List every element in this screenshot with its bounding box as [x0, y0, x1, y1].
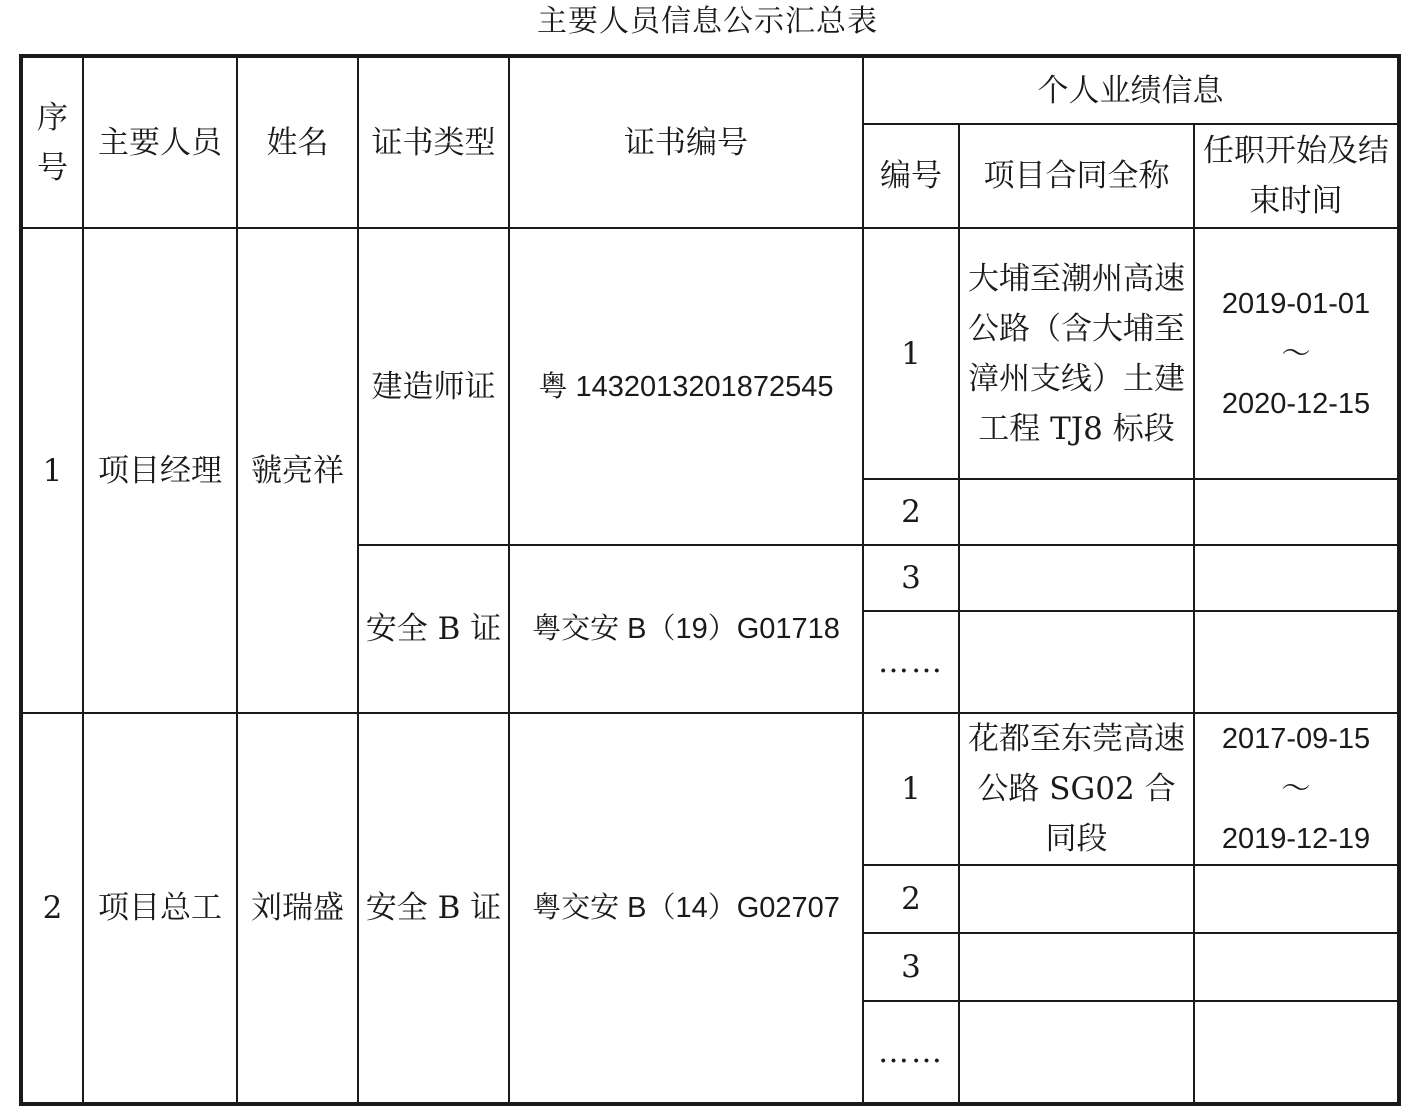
record-contract-cell: [959, 545, 1194, 611]
period-end: 2019-12-19: [1221, 823, 1371, 855]
header-role: 主要人员: [83, 56, 237, 228]
record-contract-cell: [959, 479, 1194, 545]
header-performance: 个人业绩信息: [863, 56, 1399, 124]
cert-number-cell: 粤交安 B（19）G01718: [509, 545, 863, 713]
header-name: 姓名: [237, 56, 358, 228]
record-no-cell: 1: [863, 228, 959, 479]
record-contract-cell: [959, 933, 1194, 1001]
record-contract-cell: [959, 611, 1194, 713]
record-contract-cell: [959, 865, 1194, 933]
document-title: 主要人员信息公示汇总表: [537, 4, 878, 39]
cert-type-cell: 安全 B 证: [358, 545, 509, 713]
period-separator: ～: [1281, 773, 1311, 805]
record-period-cell: [1194, 228, 1399, 479]
record-no-cell: 2: [863, 479, 959, 545]
record-no-cell: 3: [863, 545, 959, 611]
cert-number-cell: 粤交安 B（14）G02707: [509, 713, 863, 1104]
role-cell: 项目经理: [83, 228, 237, 713]
period-end: 2020-12-15: [1221, 387, 1371, 420]
record-contract-cell: 花都至东莞高速公路 SG02 合同段: [959, 713, 1194, 865]
record-no-cell: 2: [863, 865, 959, 933]
header-period: 任职开始及结束时间: [1194, 124, 1399, 228]
record-period-cell: [1194, 713, 1399, 865]
record-contract-cell: 大埔至潮州高速公路（含大埔至漳州支线）土建工程 TJ8 标段: [959, 228, 1194, 479]
record-period-cell: [1194, 611, 1399, 713]
record-no-cell: ……: [863, 1001, 959, 1104]
table-row: [21, 713, 1399, 865]
name-cell: 刘瑞盛: [237, 713, 358, 1104]
record-no-cell: 1: [863, 713, 959, 865]
role-cell: 项目总工: [83, 713, 237, 1104]
personnel-table: [19, 54, 1401, 1106]
header-contract: 项目合同全称: [959, 124, 1194, 228]
record-no-cell: 3: [863, 933, 959, 1001]
seq-cell: 1: [21, 228, 83, 713]
header-row: [21, 56, 1399, 124]
cert-type-cell: 建造师证: [358, 228, 509, 545]
header-cert-no: 证书编号: [509, 56, 863, 228]
period-separator: ～: [1281, 337, 1311, 370]
header-perf-no: 编号: [863, 124, 959, 228]
name-cell: 虢亮祥: [237, 228, 358, 713]
cert-type-cell: 安全 B 证: [358, 713, 509, 1104]
record-period-cell: [1194, 933, 1399, 1001]
record-period-cell: [1194, 1001, 1399, 1104]
header-seq: 序号: [21, 56, 83, 228]
seq-cell: 2: [21, 713, 83, 1104]
period-start: 2017-09-15: [1221, 723, 1371, 755]
cert-number-cell: 粤 1432013201872545: [509, 228, 863, 545]
table-row: [21, 228, 1399, 479]
period-start: 2019-01-01: [1221, 287, 1371, 320]
record-period-cell: [1194, 479, 1399, 545]
record-no-cell: ……: [863, 611, 959, 713]
header-cert-type: 证书类型: [358, 56, 509, 228]
record-contract-cell: [959, 1001, 1194, 1104]
record-period-cell: [1194, 545, 1399, 611]
record-period-cell: [1194, 865, 1399, 933]
